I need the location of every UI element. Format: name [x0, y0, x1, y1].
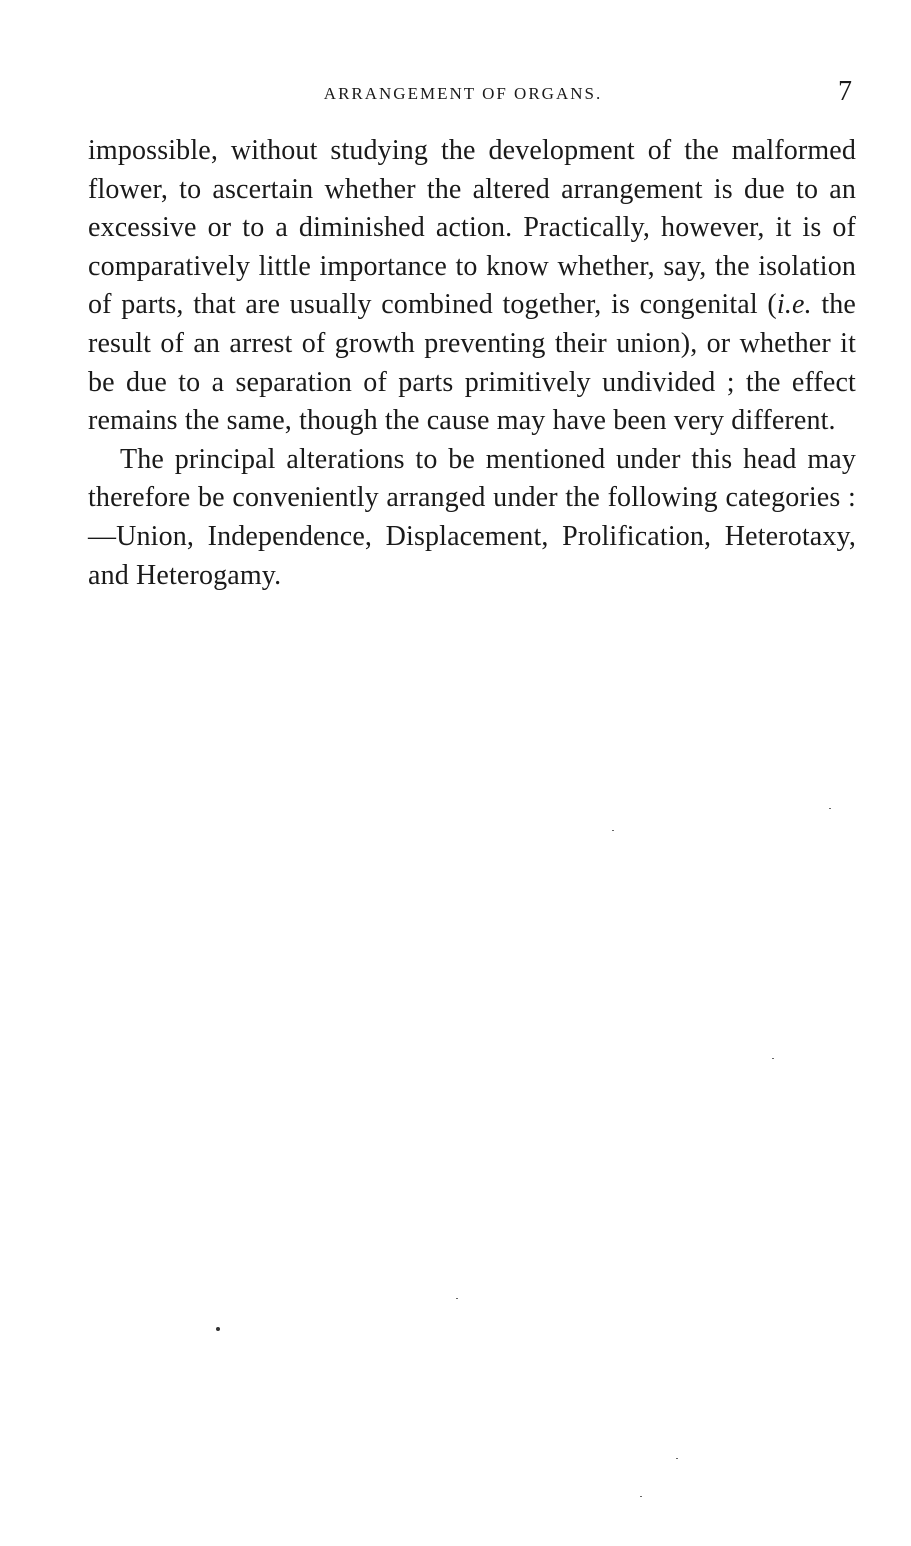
speck	[772, 1058, 774, 1059]
speck	[612, 830, 614, 831]
speck	[640, 1496, 642, 1497]
paragraph-1	[88, 132, 856, 441]
body-text	[88, 132, 856, 595]
running-head	[88, 76, 858, 108]
speck	[216, 1327, 220, 1331]
running-title: ARRANGEMENT OF ORGANS.	[323, 84, 603, 103]
paragraph-1-part-1: impossible, without studying the development of the malformed flower, to ascertain whether the altered arrangement is due to an excessive or to a diminished action. Practically, however, it is of comparatively little importance to know whether, say, the isolation of parts, that are usually combined together, is congenital (	[88, 135, 856, 321]
paragraph-2: The principal alterations to be mentioned under this head may therefore be conveniently arranged under the following categories :—Union, Independence, Displacement, Prolification, Heterotaxy, and Heterogamy.	[88, 443, 856, 591]
paragraph-1-part-2: the result of an arrest of growth preventing their union), or whether it be due to a separation of parts primitively undivided ; the effect remains the same, though the cause may have been very different.	[88, 289, 857, 437]
italic-ie: i.e.	[776, 289, 812, 321]
speck	[829, 808, 831, 809]
page-number: 7	[838, 76, 852, 107]
speck	[676, 1458, 678, 1459]
speck	[456, 1298, 458, 1299]
